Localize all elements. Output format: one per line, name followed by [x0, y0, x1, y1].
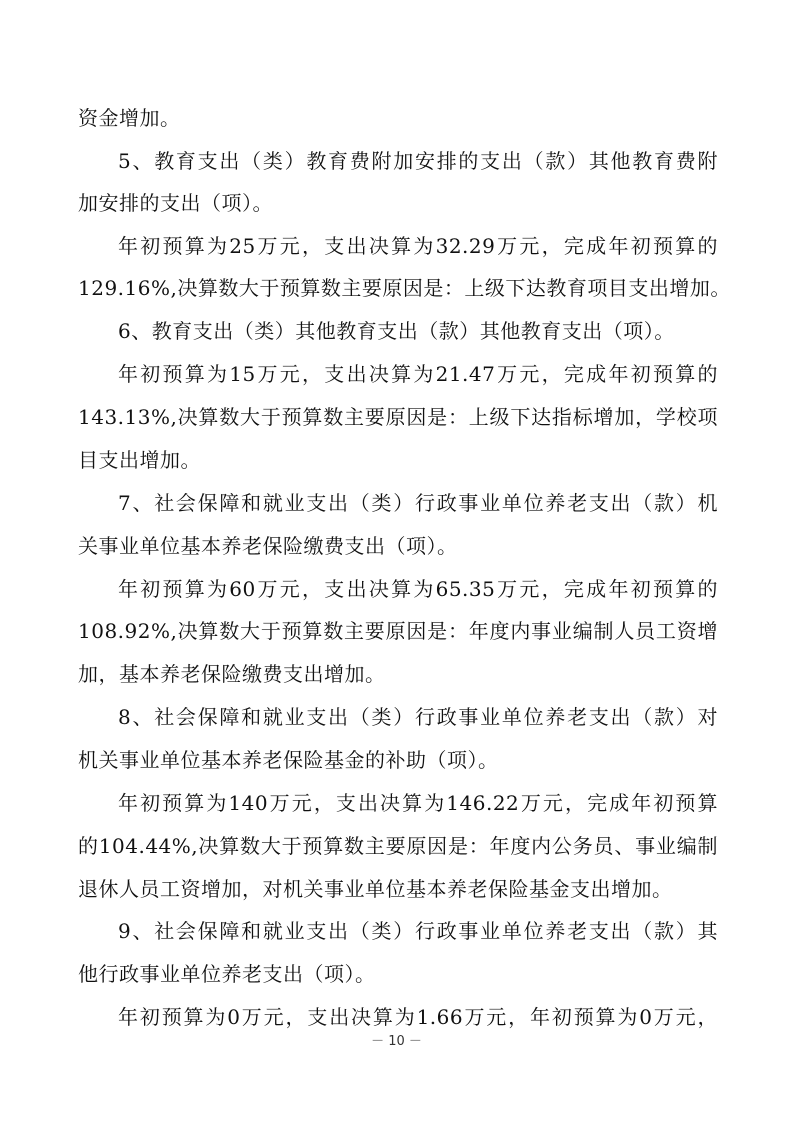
text-line: 年初预算为0万元，支出决算为1.66万元，年初预算为0万元， [118, 1005, 718, 1029]
text-line: 目支出增加。 [78, 448, 201, 472]
text-line: 年初预算为25万元，支出决算为32.29万元，完成年初预算的 [118, 234, 718, 258]
section-heading-5: 5、教育支出（类）教育费附加安排的支出（款）其他教育费附 [118, 149, 718, 173]
text-line: 143.13%,决算数大于预算数主要原因是：上级下达指标增加，学校项 [78, 405, 718, 429]
text-line: 年初预算为60万元，支出决算为65.35万元，完成年初预算的 [118, 577, 718, 601]
text-line: 退休人员工资增加，对机关事业单位基本养老保险基金支出增加。 [78, 877, 673, 901]
section-heading-6: 6、教育支出（类）其他教育支出（款）其他教育支出（项）。 [118, 319, 675, 343]
text-line: 关事业单位基本养老保险缴费支出（项）。 [78, 534, 458, 558]
text-line: 108.92%,决算数大于预算数主要原因是：年度内事业编制人员工资增 [78, 619, 718, 643]
text-line: 资金增加。 [78, 106, 181, 130]
section-heading-9: 9、社会保障和就业支出（类）行政事业单位养老支出（款）其 [118, 919, 718, 943]
section-heading-8: 8、社会保障和就业支出（类）行政事业单位养老支出（款）对 [118, 705, 718, 729]
text-line: 加安排的支出（项）。 [78, 191, 273, 215]
text-line: 他行政事业单位养老支出（项）。 [78, 962, 376, 986]
text-line: 年初预算为140万元，支出决算为146.22万元，完成年初预算 [118, 791, 718, 815]
page-number: － 10 － [371, 1034, 422, 1049]
text-line: 机关事业单位基本养老保险基金的补助（项）。 [78, 748, 499, 772]
section-heading-7: 7、社会保障和就业支出（类）行政事业单位养老支出（款）机 [118, 491, 718, 515]
text-line: 年初预算为15万元，支出决算为21.47万元，完成年初预算的 [118, 362, 718, 386]
text-line: 129.16%,决算数大于预算数主要原因是：上级下达教育项目支出增加。 [78, 276, 731, 300]
text-line: 的104.44%,决算数大于预算数主要原因是：年度内公务员、事业编制 [78, 834, 718, 858]
text-line: 加，基本养老保险缴费支出增加。 [78, 662, 386, 686]
